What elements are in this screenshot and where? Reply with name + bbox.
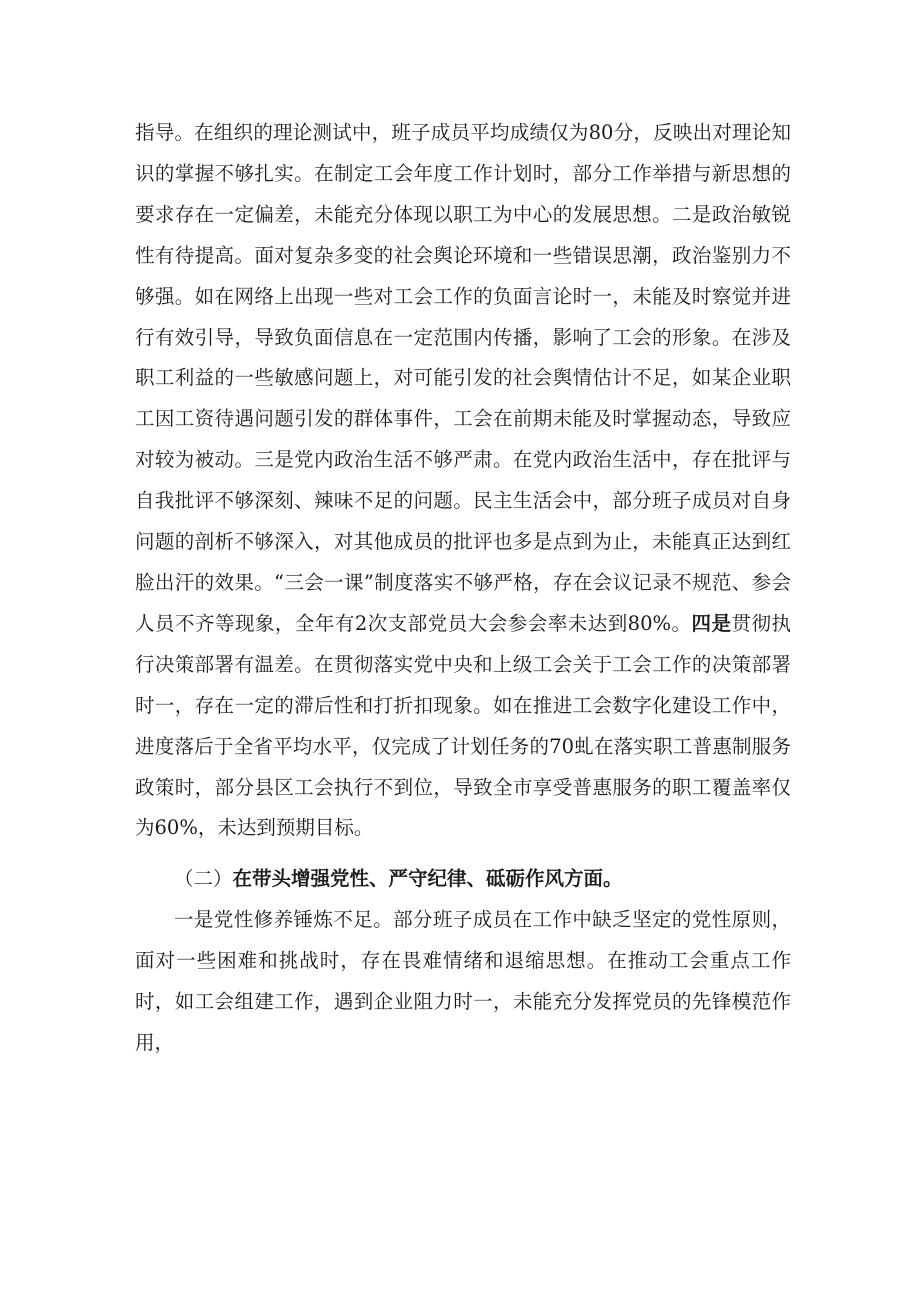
section-heading-title: 在带头增强党性、严守纪律、砥砺作风方面。 bbox=[232, 867, 623, 891]
paragraph-1-bold-mark: 四是 bbox=[691, 611, 732, 635]
section-heading bbox=[135, 859, 791, 900]
section-heading-number: （二） bbox=[174, 867, 233, 891]
paragraph-1-text-a: 指导。在组织的理论测试中，班子成员平均成绩仅为80分，反映出对理论知识的掌握不够扎实。在制定工会年度工作计划时，部分工作举措与新思想的要求存在一定偏差，未能充分体现以职工为中心的发展思想。二是政治敏锐性有待提高。面对复杂多变的社会舆论环境和一些错误思潮，政治鉴别力不够强。如在网络上出现一些对工会工作的负面言论时一，未能及时察觉并进行有效引导，导致负面信息在一定范围内传播，影响了工会的形象。在涉及职工利益的一些敏感问题上，对可能引发的社会舆情估计不足，如某企业职工因工资待遇问题引发的群体事件，工会在前期未能及时掌握动态，导致应对较为被动。三是党内政治生活不够严肃。在党内政治生活中，存在批评与自我批评不够深刻、辣味不足的问题。民主生活会中，部分班子成员对自身问题的剖析不够深入，对其他成员的批评也多是点到为止，未能真正达到红脸出汗的效果。“三会一课”制度落实不够严格，存在会议记录不规范、参会人员不齐等现象，全年有2次支部党员大会参会率未达到80%。 bbox=[135, 121, 791, 635]
body-paragraph-1 bbox=[135, 113, 791, 849]
document-body bbox=[135, 113, 791, 1064]
paragraph-1-text-b: 贯彻执行决策部署有温差。在贯彻落实党中央和上级工会关于工会工作的决策部署时一，存在一定的滞后性和打折扣现象。如在推进工会数字化建设工作中，进度落后于全省平均水平，仅完成了计划任务的70虬在落实职工普惠制服务政策时，部分县区工会执行不到位，导致全市享受普惠服务的职工覆盖率仅为60%，未达到预期目标。 bbox=[135, 611, 791, 840]
body-paragraph-2: 一是党性修养锤炼不足。部分班子成员在工作中缺乏坚定的党性原则，面对一些困难和挑战时，存在畏难情绪和退缩思想。在推动工会重点工作时，如工会组建工作，遇到企业阻力时一，未能充分发挥党员的先锋模范作用， bbox=[135, 908, 791, 1054]
